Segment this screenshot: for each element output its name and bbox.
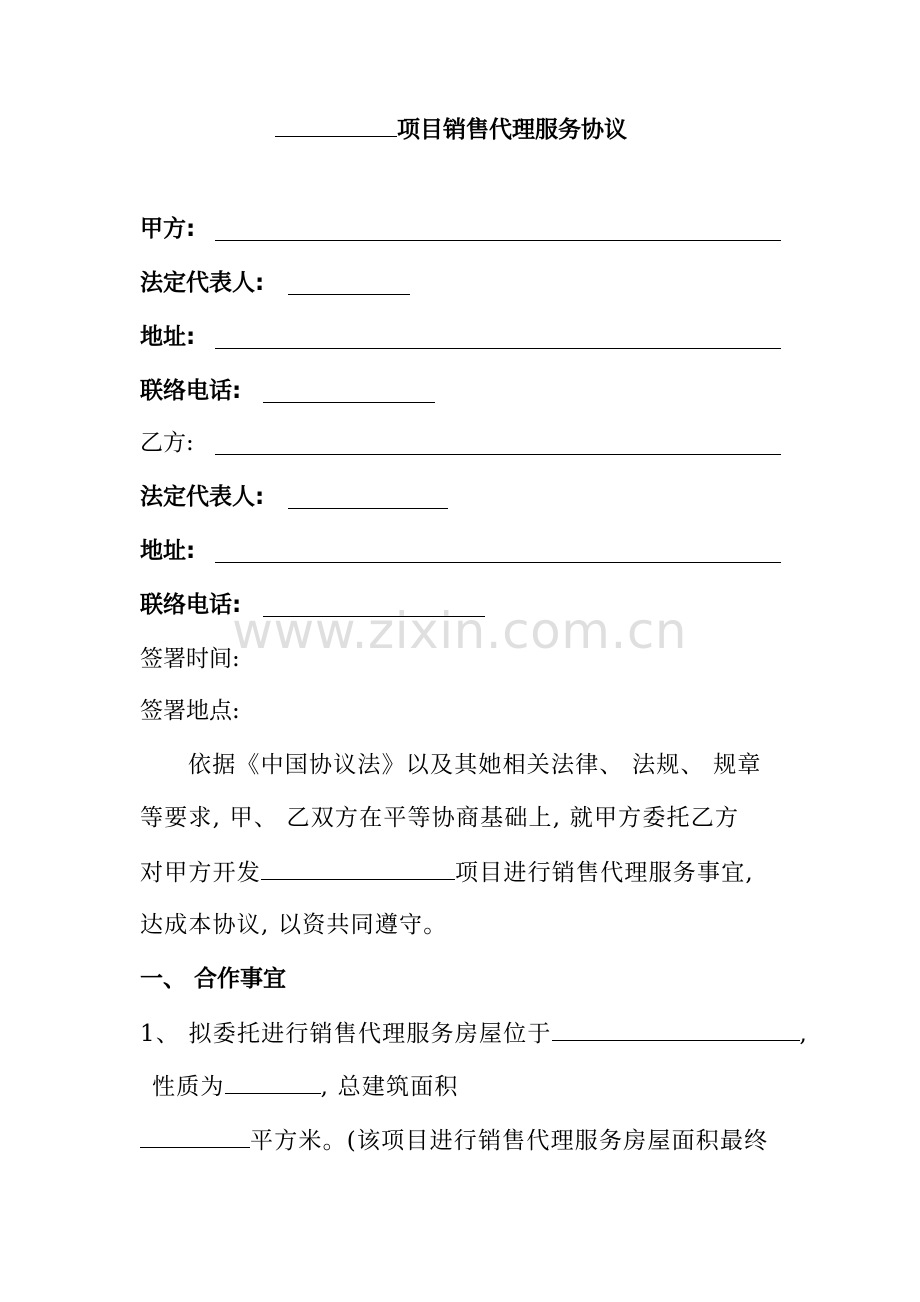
party-a-phone-blank bbox=[263, 380, 435, 403]
party-a-phone-row bbox=[140, 376, 241, 406]
party-a-blank bbox=[215, 218, 781, 241]
nature-text: 性质为 bbox=[152, 1074, 225, 1100]
party-b-rep-label: 法定代表人: bbox=[140, 484, 265, 510]
sign-place-label: 签署地点: bbox=[140, 698, 240, 724]
section-1-heading: 一、 合作事宜 bbox=[140, 966, 287, 992]
item-1-line-2 bbox=[152, 1071, 459, 1102]
party-b-rep-row bbox=[140, 482, 264, 512]
nature-blank bbox=[225, 1071, 321, 1094]
watermark: www.zixin.com.cn bbox=[232, 602, 688, 660]
area-blank bbox=[140, 1125, 250, 1148]
party-a-rep-label: 法定代表人: bbox=[140, 270, 265, 296]
item-1-location-text: 1、 拟委托进行销售代理服务房屋位于 bbox=[140, 1021, 552, 1047]
party-a-address-row bbox=[140, 322, 195, 352]
intro-line-1: 依据《中国协议法》以及其她相关法律、 法规、 规章 bbox=[188, 752, 762, 778]
party-a-phone-label: 联络电话: bbox=[140, 378, 242, 404]
party-a-address-label: 地址: bbox=[140, 324, 196, 350]
item-1-line-3 bbox=[140, 1125, 768, 1156]
party-a-rep-row bbox=[140, 268, 264, 298]
intro-line-2: 等要求, 甲、 乙双方在平等协商基础上, 就甲方委托乙方 bbox=[140, 805, 740, 831]
party-b-address-row bbox=[140, 536, 195, 566]
area-text: , 总建筑面积 bbox=[320, 1074, 459, 1100]
location-blank bbox=[552, 1018, 800, 1041]
intro-line-3 bbox=[140, 857, 754, 888]
party-b-blank bbox=[215, 432, 781, 455]
party-b-row bbox=[140, 428, 194, 458]
party-b-address-label: 地址: bbox=[140, 538, 196, 564]
party-a-address-blank bbox=[215, 326, 781, 349]
intro-line-4: 达成本协议, 以资共同遵守。 bbox=[140, 912, 448, 938]
sign-time-row bbox=[140, 644, 240, 674]
intro-line-3-start: 对甲方开发 bbox=[140, 860, 261, 886]
party-a-rep-blank bbox=[288, 272, 410, 295]
sign-time-label: 签署时间: bbox=[140, 646, 240, 672]
sign-place-row bbox=[140, 696, 240, 726]
item-1-comma: , bbox=[799, 1021, 809, 1047]
party-a-label: 甲方: bbox=[140, 216, 196, 242]
document-title: 项目销售代理服务协议 bbox=[275, 114, 627, 145]
party-a-row bbox=[140, 214, 195, 244]
project-name-blank bbox=[275, 114, 397, 137]
party-b-phone-label: 联络电话: bbox=[140, 592, 242, 618]
intro-line-3-end: 项目进行销售代理服务事宜, bbox=[455, 860, 754, 886]
party-b-address-blank bbox=[215, 540, 781, 563]
party-b-rep-blank bbox=[288, 486, 448, 509]
area-unit-text: 平方米。(该项目进行销售代理服务房屋面积最终 bbox=[250, 1128, 769, 1154]
party-b-phone-row bbox=[140, 590, 241, 620]
item-1-line-1 bbox=[140, 1018, 808, 1049]
party-b-label: 乙方: bbox=[140, 430, 194, 456]
project-blank bbox=[261, 857, 455, 880]
